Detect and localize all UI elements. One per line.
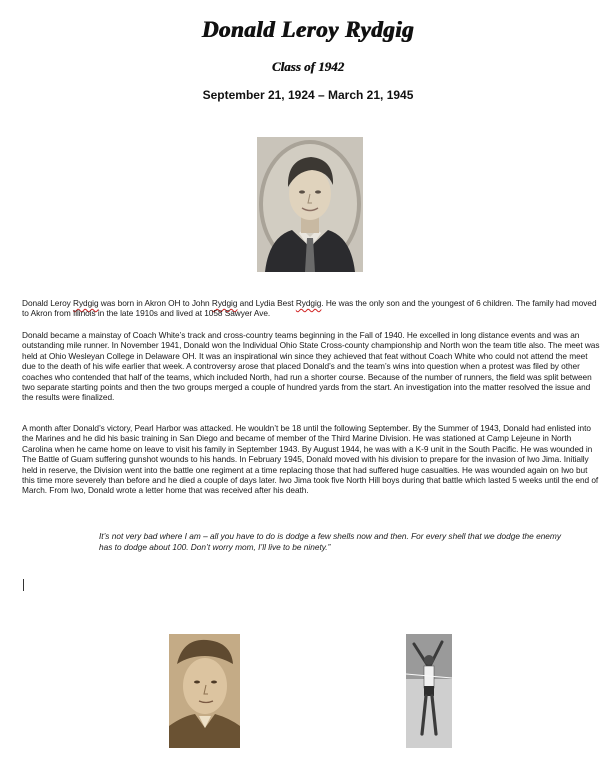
- army-photo: [169, 634, 240, 748]
- life-dates: September 21, 1924 – March 21, 1945: [202, 88, 414, 102]
- letter-quote: It’s not very bad where I am – all you have to do is dodge a few shells now and then. For every shell that we dodge the enemy has to dodge about 100. Don’t worry mom, I’ll live to be ninety.”: [99, 531, 561, 552]
- bio-paragraph-birth: Donald Leroy Rydgig was born in Akron OH to John Rydgig and Lydia Best Rydgig. He was the only son and the youngest of 6 children. The family had moved to Akron from Illinois in the late 1910s and lived at 1058 Sawyer Ave.: [22, 298, 597, 319]
- runner-photo: [406, 634, 452, 748]
- bio-paragraph-track: Donald became a mainstay of Coach White’s track and cross-country teams beginning in the Fall of 1940. He excelled in long distance events and was an outstanding mile runner. In November 1941, Donald won the Individual Ohio State Cross-county championship and North won the team title also. The meet was held at Ohio Wesleyan College in Delaware OH. It was an inspirational win since they achieved that feat without Coach White who could not attend the meet due to the death of his wife earlier that week. A controversy arose that placed Donald’s and the team’s wins into question when a protest was filed by other coaches who contended that half of the teams, which included North, had run a shorter course. Because of the number of runners, the field was split between two separate starting points and then the two groups merged a couple of hundred yards from the start. An investigation into the matter resolved the issue and the results were finalized.: [22, 330, 600, 403]
- page-title: Donald Leroy Rydgig: [201, 17, 415, 42]
- class-of-subtitle: Class of 1942: [271, 59, 345, 74]
- text-cursor: [23, 579, 24, 591]
- portrait-photo: [257, 137, 363, 272]
- bio-paragraph-war: A month after Donald’s victory, Pearl Harbor was attacked. He wouldn’t be 18 until the following September. By the Summer of 1943, Donald had enlisted into the Marines and he did his basic training in San Diego and became of member of the Third Marine Division. He was stationed at Camp Lejeune in North Carolina when he came home on leave to visit his family in September 1943. By August 1944, he was with a K-9 unit in the South Pacific. He was wounded in The Battle of Guam suffering gunshot wounds to his hands. In February 1945, Donald moved with his division to prepare for the invasion of Iwo Jima. Initially held in reserve, the Division went into the battle one regiment at a time replacing those that had suffered huge casualties. He was wounded again on Iwo but this time more severely than before and he died a couple of days later. Iwo Jima took five North Hill boys during that battle which lasted 5 weeks until the end of March. From Iwo, Donald wrote a letter home that was received after his death.: [22, 423, 599, 496]
